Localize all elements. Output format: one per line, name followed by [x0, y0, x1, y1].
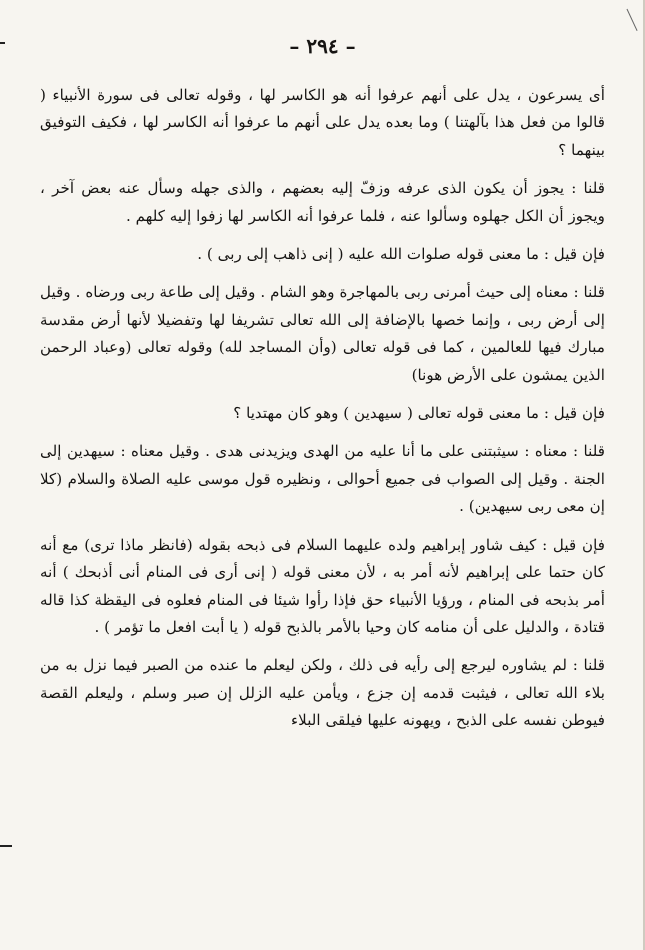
- paragraph-question-2: فإن قيل : ما معنى قوله صلوات الله عليه ( إنى ذاهب إلى ربى ) .: [197, 245, 605, 264]
- paragraph-answer-1: قلنا : يجوز أن يكون الذى عرفه وزفّ إليه بعضهم ، والذى جهله وسأل عنه بعض آخر ، ويجوز أن الكل جهلوه وسألوا عنه ، فلما عرفوا أنه الكاسر لها زفوا إليه كلهم .: [40, 179, 605, 225]
- paragraph-continuation: أى يسرعون ، يدل على أنهم عرفوا أنه هو الكاسر لها ، وقوله تعالى فى سورة الأنبياء ( قالوا من فعل هذا بآلهتنا ) وما بعده يدل على أنهم ما عرفوا أنه الكاسر لها ، فكيف التوفيق بينهما ؟: [40, 86, 605, 159]
- paragraph-question-3: فإن قيل : ما معنى قوله تعالى ( سيهدين ) وهو كان مهتديا ؟: [233, 404, 605, 423]
- body-text: [40, 82, 605, 735]
- paragraph-answer-2: قلنا : معناه إلى حيث أمرنى ربى بالمهاجرة وهو الشام . وقيل إلى طاعة ربى ورضاه . وقيل إلى أرض ربى ، وإنما خصها بالإضافة إلى الله تعالى تشريفا لها وتفضيلا لأنها أرض مقدسة مبارك فيها للعالمين ، كما فى قوله تعالى (وأن المساجد لله) وقوله تعالى (وعباد الرحمن الذين يمشون على الأرض هونا): [40, 283, 605, 384]
- page-number: – ٢٩٤ –: [289, 34, 356, 58]
- margin-mark-bottom: [0, 845, 12, 847]
- paragraph-question-4: فإن قيل : كيف شاور إبراهيم ولده عليهما السلام فى ذبحه بقوله (فانظر ماذا ترى) مع أنه كان حتما على إبراهيم لأنه أمر به ، لأن معنى قوله ( إنى أرى فى المنام أنى أذبحك ) أنه أمر بذبحه فى المنام ، ورؤيا الأنبياء حق فإذا رأوا شيئا فى المنام فعلوه فى اليقظة كذا قاله قتادة ، والدليل على أن منامه كان وحيا بالأمر بالذبح قوله ( يا أبت افعل ما تؤمر ) .: [40, 535, 605, 636]
- paragraph-answer-3: قلنا : معناه : سيثبتنى على ما أنا عليه من الهدى ويزيدنى هدى . وقيل معناه : سيهدين إلى الجنة . وقيل إلى الصواب فى جميع أحوالى ، ونظيره قول موسى عليه الصلاة والسلام (كلا إن معى ربى سيهدين) .: [40, 442, 605, 516]
- paragraph-answer-4: قلنا : لم يشاوره ليرجع إلى رأيه فى ذلك ، ولكن ليعلم ما عنده من الصبر فيما نزل به من بلاء الله تعالى ، فيثبت قدمه إن جزع ، ويأمن عليه الزلل إن صبر وسلم ، وليعلم القصة فيوطن نفسه على الذبح ، ويهونه عليها فيلقى البلاء: [40, 656, 605, 730]
- corner-mark: [617, 9, 637, 35]
